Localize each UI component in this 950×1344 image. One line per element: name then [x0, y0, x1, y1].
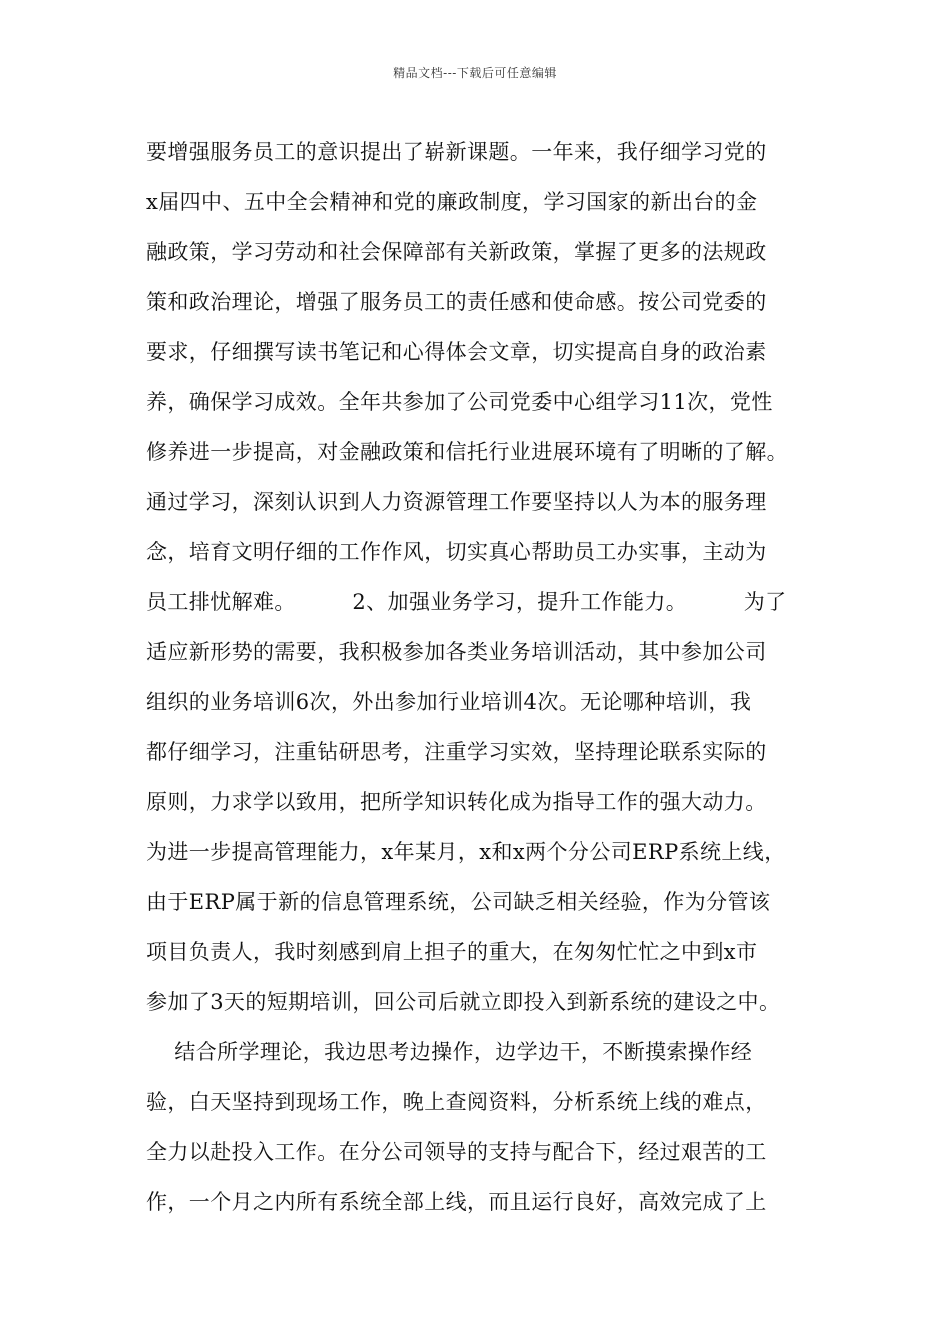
text-line: 全力以赴投入工作。在分公司领导的支持与配合下，经过艰苦的工	[146, 1140, 767, 1164]
text-line: 适应新形势的需要，我积极参加各类业务培训活动，其中参加公司	[146, 640, 767, 664]
text-line: 项目负责人，我时刻感到肩上担子的重大，在匆匆忙忙之中到x市	[146, 940, 758, 964]
text-line: 由于ERP属于新的信息管理系统，公司缺乏相关经验，作为分管该	[146, 890, 771, 914]
text-line: 参加了3天的短期培训，回公司后就立即投入到新系统的建设之中。	[146, 990, 781, 1014]
document-body	[146, 134, 836, 1234]
text-line: 要增强服务员工的意识提出了崭新课题。一年来，我仔细学习党的	[146, 140, 767, 164]
text-line: 要求，仔细撰写读书笔记和心得体会文章，切实提高自身的政治素	[146, 340, 767, 364]
text-line: 修养进一步提高，对金融政策和信托行业进展环境有了明晰的了解。	[146, 440, 788, 464]
text-line: 原则，力求学以致用，把所学知识转化成为指导工作的强大动力。	[146, 790, 767, 814]
page-header: 精品文档---下载后可任意编辑	[393, 66, 557, 80]
text-line: 组织的业务培训6次，外出参加行业培训4次。无论哪种培训，我	[146, 690, 752, 714]
text-line: 为进一步提高管理能力，x年某月，x和x两个分公司ERP系统上线，	[146, 840, 786, 864]
text-line: 策和政治理论，增强了服务员工的责任感和使命感。按公司党委的	[146, 290, 767, 314]
text-line: 验，白天坚持到现场工作，晚上查阅资料，分析系统上线的难点，	[146, 1090, 767, 1114]
text-line: 通过学习，深刻认识到人力资源管理工作要坚持以人为本的服务理	[146, 490, 767, 514]
text-line: 结合所学理论，我边思考边操作，边学边干，不断摸索操作经	[146, 1040, 753, 1064]
text-line: 养，确保学习成效。全年共参加了公司党委中心组学习11次，党性	[146, 390, 773, 414]
text-line: 都仔细学习，注重钻研思考，注重学习实效，坚持理论联系实际的	[146, 740, 767, 764]
text-line: 员工排忧解难。 2、加强业务学习，提升工作能力。 为了	[146, 590, 787, 614]
text-line: 作，一个月之内所有系统全部上线，而且运行良好，高效完成了上	[146, 1190, 767, 1214]
text-line: x届四中、五中全会精神和党的廉政制度，学习国家的新出台的金	[146, 190, 758, 214]
text-line: 融政策，学习劳动和社会保障部有关新政策，掌握了更多的法规政	[146, 240, 767, 264]
text-line: 念，培育文明仔细的工作作风，切实真心帮助员工办实事，主动为	[146, 540, 767, 564]
